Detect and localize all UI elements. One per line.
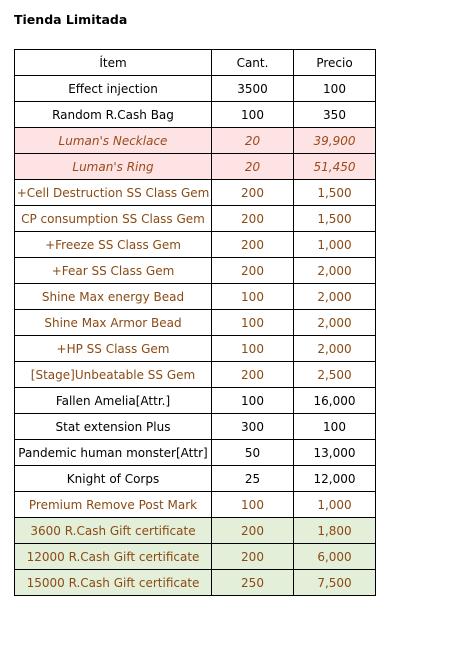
table-row [15, 284, 376, 310]
quantity-cell: 250 [212, 570, 294, 596]
item-name-cell: Effect injection [15, 76, 212, 102]
price-cell: 1,500 [294, 206, 376, 232]
price-cell: 100 [294, 76, 376, 102]
price-cell: 16,000 [294, 388, 376, 414]
price-cell: 350 [294, 102, 376, 128]
table-row [15, 544, 376, 570]
table-row [15, 518, 376, 544]
quantity-cell: 200 [212, 206, 294, 232]
item-name-cell: Luman's Necklace [15, 128, 212, 154]
table-row [15, 362, 376, 388]
quantity-cell: 100 [212, 284, 294, 310]
price-cell: 51,450 [294, 154, 376, 180]
table-row [15, 336, 376, 362]
table-row [15, 128, 376, 154]
quantity-cell: 50 [212, 440, 294, 466]
quantity-cell: 200 [212, 362, 294, 388]
quantity-cell: 25 [212, 466, 294, 492]
item-name-cell: Stat extension Plus [15, 414, 212, 440]
price-cell: 7,500 [294, 570, 376, 596]
quantity-cell: 100 [212, 310, 294, 336]
price-cell: 6,000 [294, 544, 376, 570]
item-name-cell: CP consumption SS Class Gem [15, 206, 212, 232]
price-cell: 2,000 [294, 284, 376, 310]
quantity-cell: 200 [212, 518, 294, 544]
price-cell: 2,000 [294, 258, 376, 284]
item-name-cell: Shine Max energy Bead [15, 284, 212, 310]
item-name-cell: Pandemic human monster[Attr] [15, 440, 212, 466]
quantity-cell: 20 [212, 128, 294, 154]
table-row [15, 154, 376, 180]
item-name-cell: Premium Remove Post Mark [15, 492, 212, 518]
item-name-cell: [Stage]Unbeatable SS Gem [15, 362, 212, 388]
table-row [15, 102, 376, 128]
quantity-cell: 300 [212, 414, 294, 440]
table-row [15, 466, 376, 492]
item-name-cell: +Fear SS Class Gem [15, 258, 212, 284]
column-header-qty: Cant. [212, 50, 294, 76]
column-header-price: Precio [294, 50, 376, 76]
quantity-cell: 100 [212, 102, 294, 128]
item-name-cell: Shine Max Armor Bead [15, 310, 212, 336]
price-cell: 100 [294, 414, 376, 440]
price-cell: 2,000 [294, 310, 376, 336]
table-row [15, 206, 376, 232]
table-row [15, 258, 376, 284]
table-row [15, 414, 376, 440]
table-row [15, 76, 376, 102]
price-cell: 39,900 [294, 128, 376, 154]
table-row [15, 180, 376, 206]
quantity-cell: 200 [212, 232, 294, 258]
quantity-cell: 200 [212, 544, 294, 570]
quantity-cell: 200 [212, 180, 294, 206]
quantity-cell: 3500 [212, 76, 294, 102]
table-row [15, 440, 376, 466]
price-cell: 1,500 [294, 180, 376, 206]
item-name-cell: Luman's Ring [15, 154, 212, 180]
table-row [15, 492, 376, 518]
table-header-row [15, 50, 376, 76]
shop-table [14, 49, 376, 596]
item-name-cell: 12000 R.Cash Gift certificate [15, 544, 212, 570]
price-cell: 2,000 [294, 336, 376, 362]
item-name-cell: 15000 R.Cash Gift certificate [15, 570, 212, 596]
price-cell: 1,800 [294, 518, 376, 544]
quantity-cell: 200 [212, 258, 294, 284]
price-cell: 12,000 [294, 466, 376, 492]
table-row [15, 310, 376, 336]
quantity-cell: 100 [212, 388, 294, 414]
item-name-cell: Random R.Cash Bag [15, 102, 212, 128]
price-cell: 1,000 [294, 232, 376, 258]
item-name-cell: Fallen Amelia[Attr.] [15, 388, 212, 414]
item-name-cell: Knight of Corps [15, 466, 212, 492]
price-cell: 2,500 [294, 362, 376, 388]
table-row [15, 388, 376, 414]
page-title: Tienda Limitada [14, 12, 128, 27]
quantity-cell: 100 [212, 492, 294, 518]
table-row [15, 232, 376, 258]
item-name-cell: +Freeze SS Class Gem [15, 232, 212, 258]
price-cell: 13,000 [294, 440, 376, 466]
price-cell: 1,000 [294, 492, 376, 518]
item-name-cell: 3600 R.Cash Gift certificate [15, 518, 212, 544]
table-row [15, 570, 376, 596]
item-name-cell: +HP SS Class Gem [15, 336, 212, 362]
item-name-cell: +Cell Destruction SS Class Gem [15, 180, 212, 206]
quantity-cell: 100 [212, 336, 294, 362]
column-header-item: Ítem [15, 50, 212, 76]
quantity-cell: 20 [212, 154, 294, 180]
